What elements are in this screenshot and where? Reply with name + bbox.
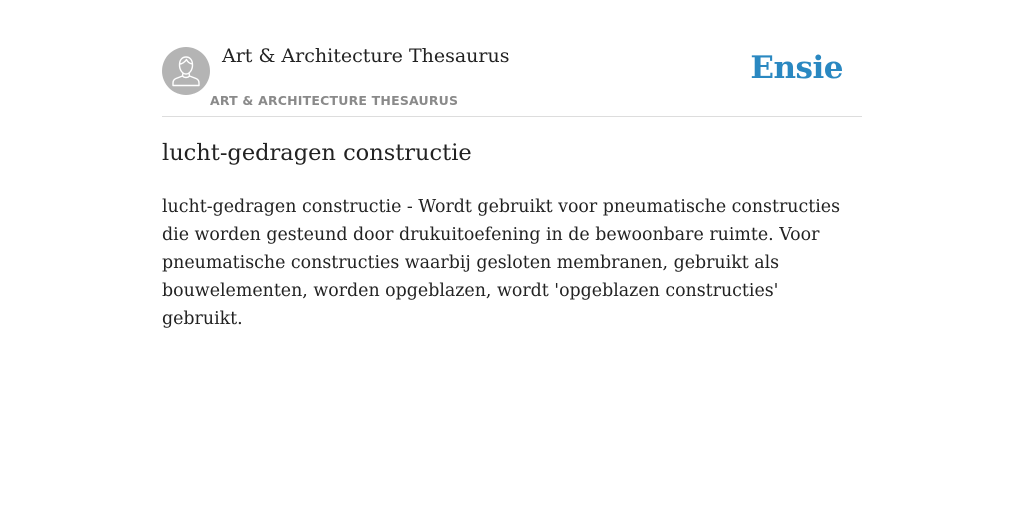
entry-header [162,0,862,117]
brand-logo[interactable]: Ensie [750,50,843,86]
entry-card [162,0,862,329]
source-title[interactable]: Art & Architecture Thesaurus [222,45,510,67]
entry-term-title: lucht-gedragen constructie [162,140,472,166]
entry-definition: lucht-gedragen constructie - Wordt gebruikt voor pneumatische constructies die worden gesteund door drukuitoefening in de bewoonbare ruimte. Voor pneumatische constructies waarbij gesloten membranen, gebruikt als bouwelementen, worden opgeblazen, wordt 'opgeblazen constructies' gebruikt. [162,197,840,329]
source-subtitle[interactable]: ART & ARCHITECTURE THESAURUS [210,93,459,108]
user-avatar-icon[interactable] [162,47,210,95]
